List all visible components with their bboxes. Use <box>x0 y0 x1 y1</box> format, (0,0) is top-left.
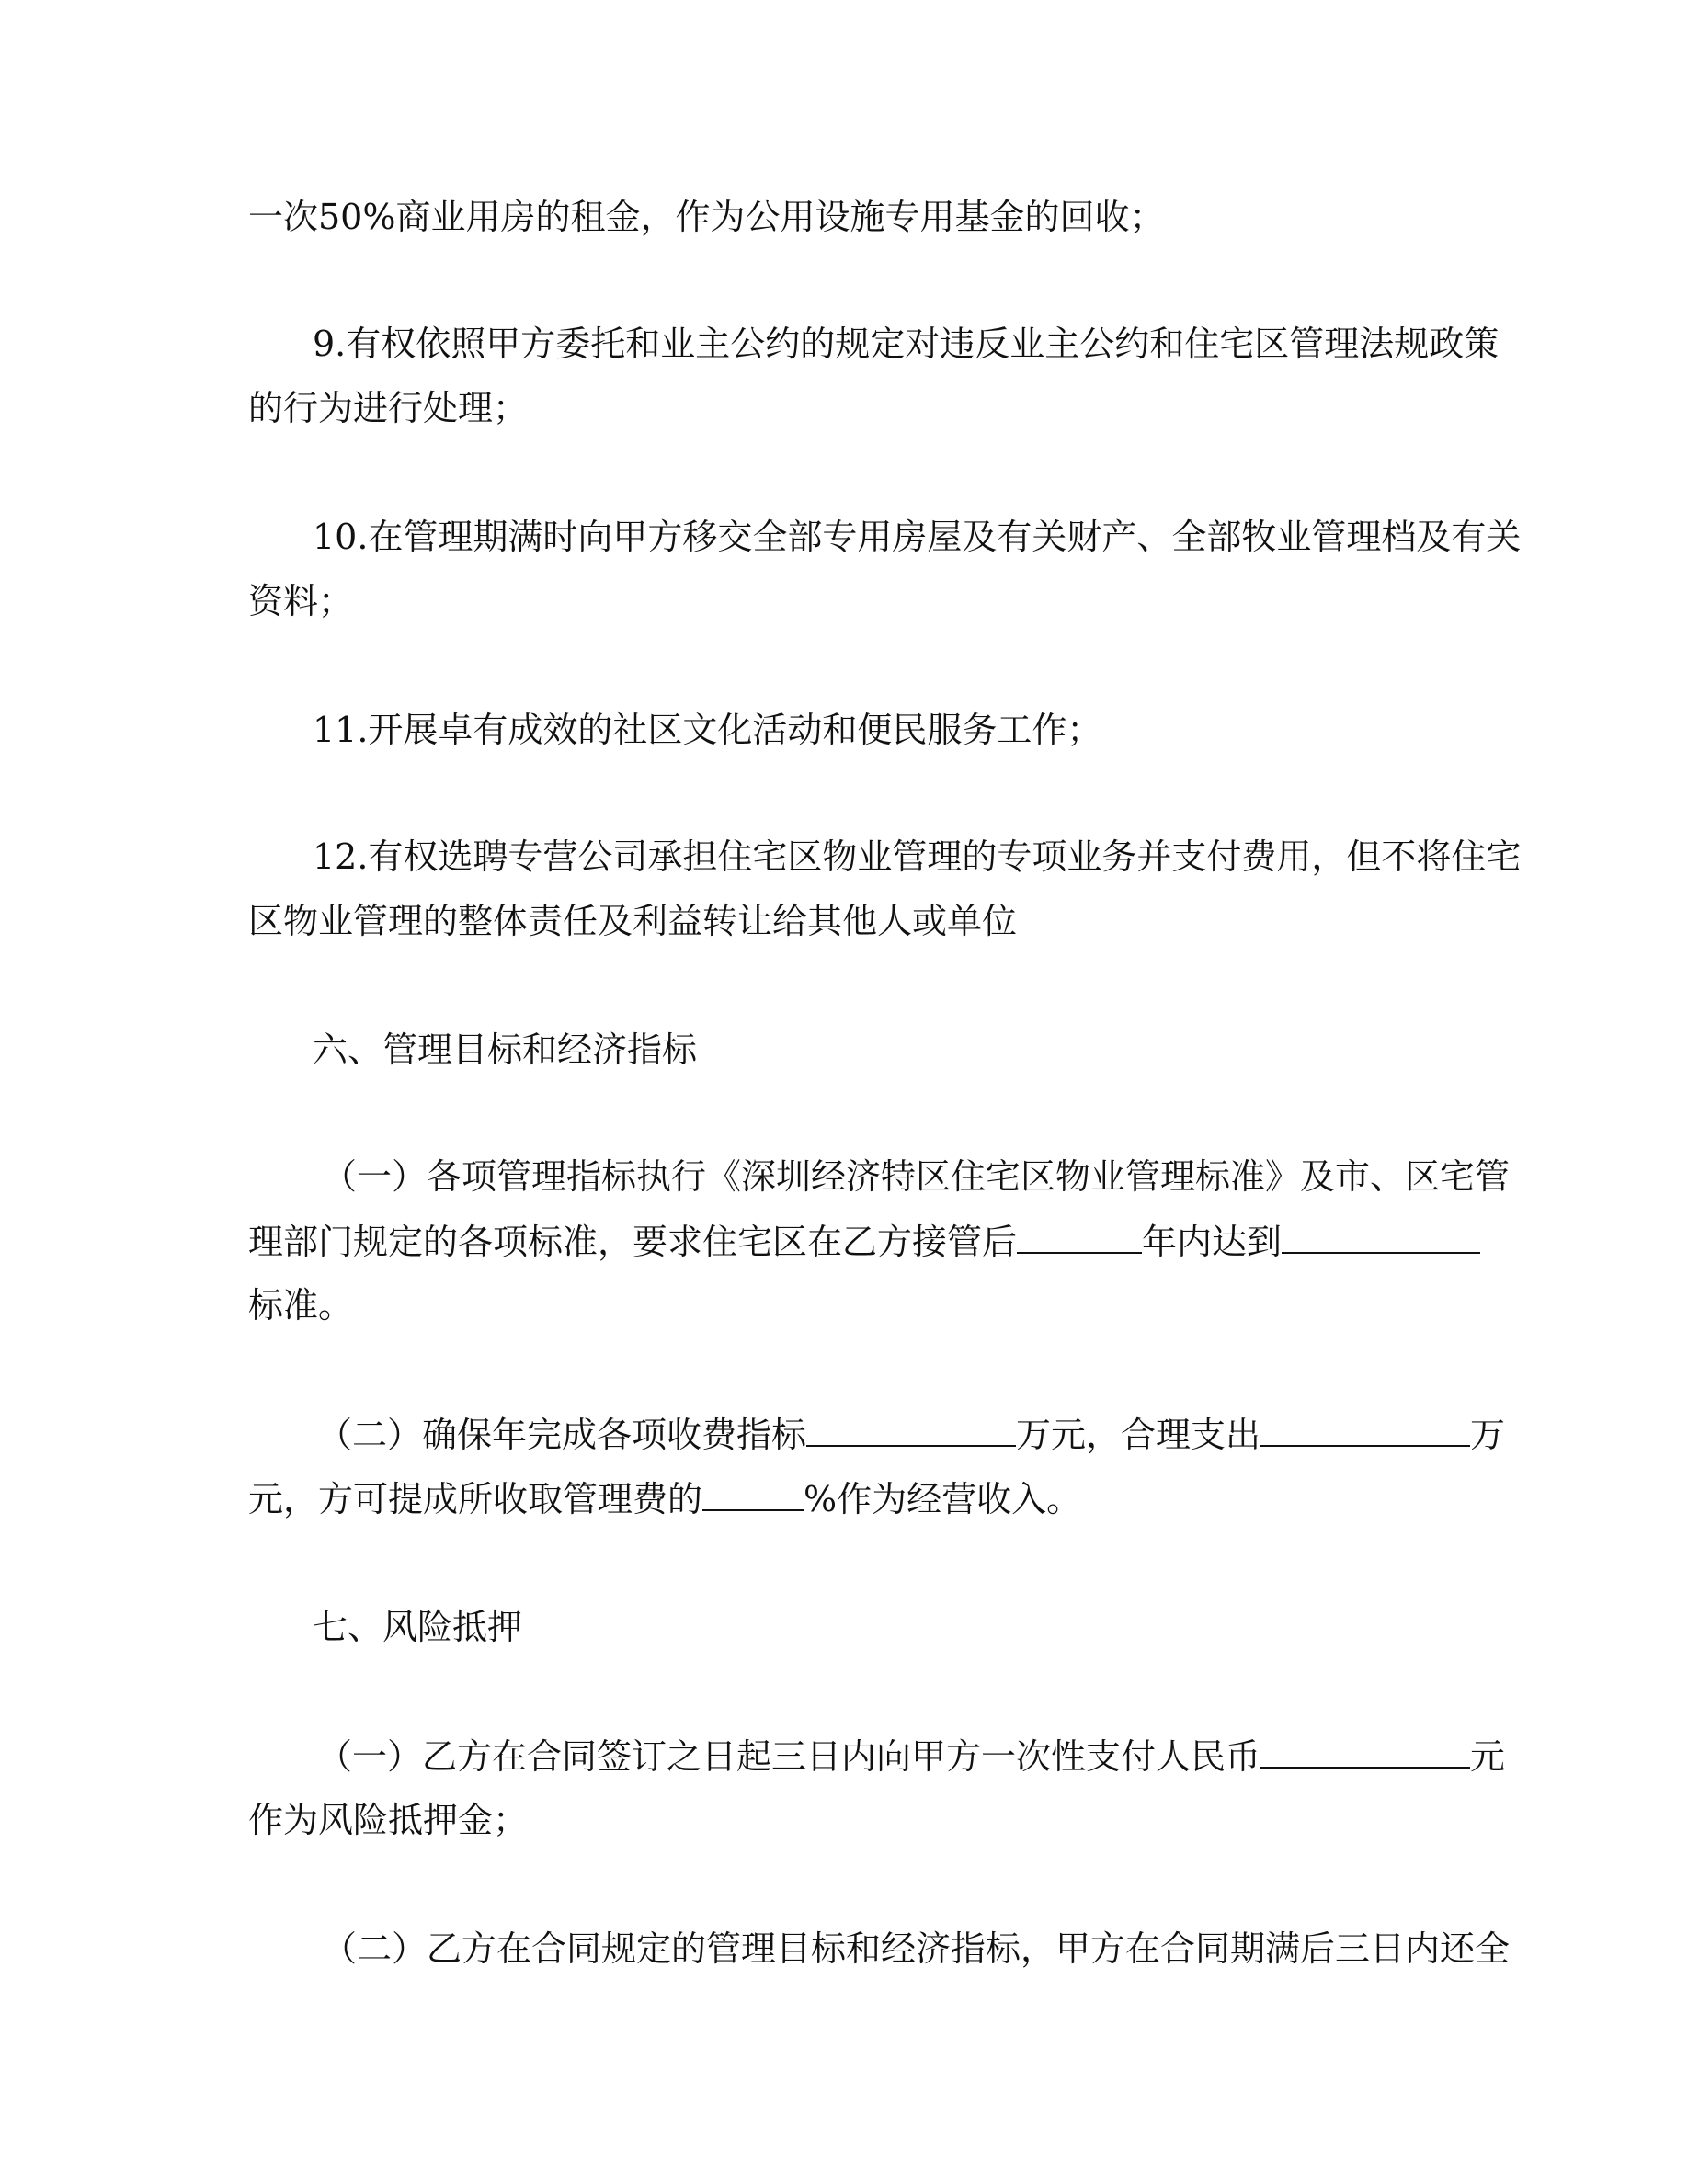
text-fragment: 10.在管理期满时向甲方移交全部专用房屋及有关财产、全部牧业管理档及有关 <box>313 517 1522 557</box>
text-fragment: 年内达到 <box>1142 1222 1283 1262</box>
section-heading <box>313 1605 1443 1649</box>
text-fragment: 作为风险抵押金； <box>248 1800 529 1840</box>
text-fragment: （一）乙方在合同签订之日起三日内向甲方一次性支付人民币 <box>317 1736 1261 1777</box>
text-line <box>313 322 1500 366</box>
text-line <box>322 1155 1511 1199</box>
text-line <box>322 1927 1511 1971</box>
text-fragment: （二）乙方在合同规定的管理目标和经济指标，甲方在合同期满后三日内还全 <box>322 1928 1511 1969</box>
text-line <box>248 899 1443 943</box>
text-fragment: 万 <box>1470 1415 1506 1455</box>
text-line <box>248 1219 1443 1264</box>
fill-in-blank <box>806 1412 1016 1447</box>
text-fragment: 七、风险抵押 <box>313 1607 523 1647</box>
text-fragment: （一）各项管理指标执行《深圳经济特区住宅区物业管理标准》及市、区宅管 <box>322 1156 1511 1197</box>
text-fragment: 万元，合理支出 <box>1016 1415 1261 1455</box>
text-line <box>313 515 1522 559</box>
text-line <box>317 1734 1506 1779</box>
text-fragment: 标准。 <box>248 1285 354 1325</box>
text-line <box>248 195 1443 239</box>
text-line <box>248 579 1443 623</box>
text-fragment: 资料； <box>248 581 354 621</box>
text-fragment: 理部门规定的各项标准，要求住宅区在乙方接管后 <box>248 1222 1018 1262</box>
fill-in-blank <box>1017 1219 1142 1254</box>
text-fragment: 12.有权选聘专营公司承担住宅区物业管理的专项业务并支付费用，但不将住宅 <box>313 836 1522 877</box>
text-line <box>313 835 1522 879</box>
text-fragment: （二）确保年完成各项收费指标 <box>317 1415 807 1455</box>
fill-in-blank <box>1282 1219 1480 1254</box>
text-fragment: 六、管理目标和经济指标 <box>313 1029 698 1070</box>
text-fragment: 区物业管理的整体责任及利益转让给其他人或单位 <box>248 901 1018 941</box>
text-fragment: 元，方可提成所收取管理费的 <box>248 1479 703 1519</box>
text-fragment: 元 <box>1470 1736 1506 1777</box>
fill-in-blank <box>702 1476 804 1511</box>
text-line <box>317 1412 1506 1457</box>
text-fragment: 11.开展卓有成效的社区文化活动和便民服务工作； <box>313 710 1102 750</box>
text-line <box>248 1476 1443 1521</box>
text-line <box>313 708 1443 752</box>
text-fragment: 一次50%商业用房的租金，作为公用设施专用基金的回收； <box>248 197 1165 237</box>
text-fragment: %作为经营收入。 <box>804 1479 1082 1519</box>
section-heading <box>313 1028 1443 1072</box>
text-fragment: 9.有权依照甲方委托和业主公约的规定对违反业主公约和住宅区管理法规政策 <box>313 324 1500 364</box>
text-line <box>248 1283 1443 1327</box>
text-line <box>248 386 1443 430</box>
text-fragment: 的行为进行处理； <box>248 388 529 428</box>
fill-in-blank <box>1260 1734 1470 1769</box>
fill-in-blank <box>1260 1412 1470 1447</box>
text-line <box>248 1798 1443 1842</box>
